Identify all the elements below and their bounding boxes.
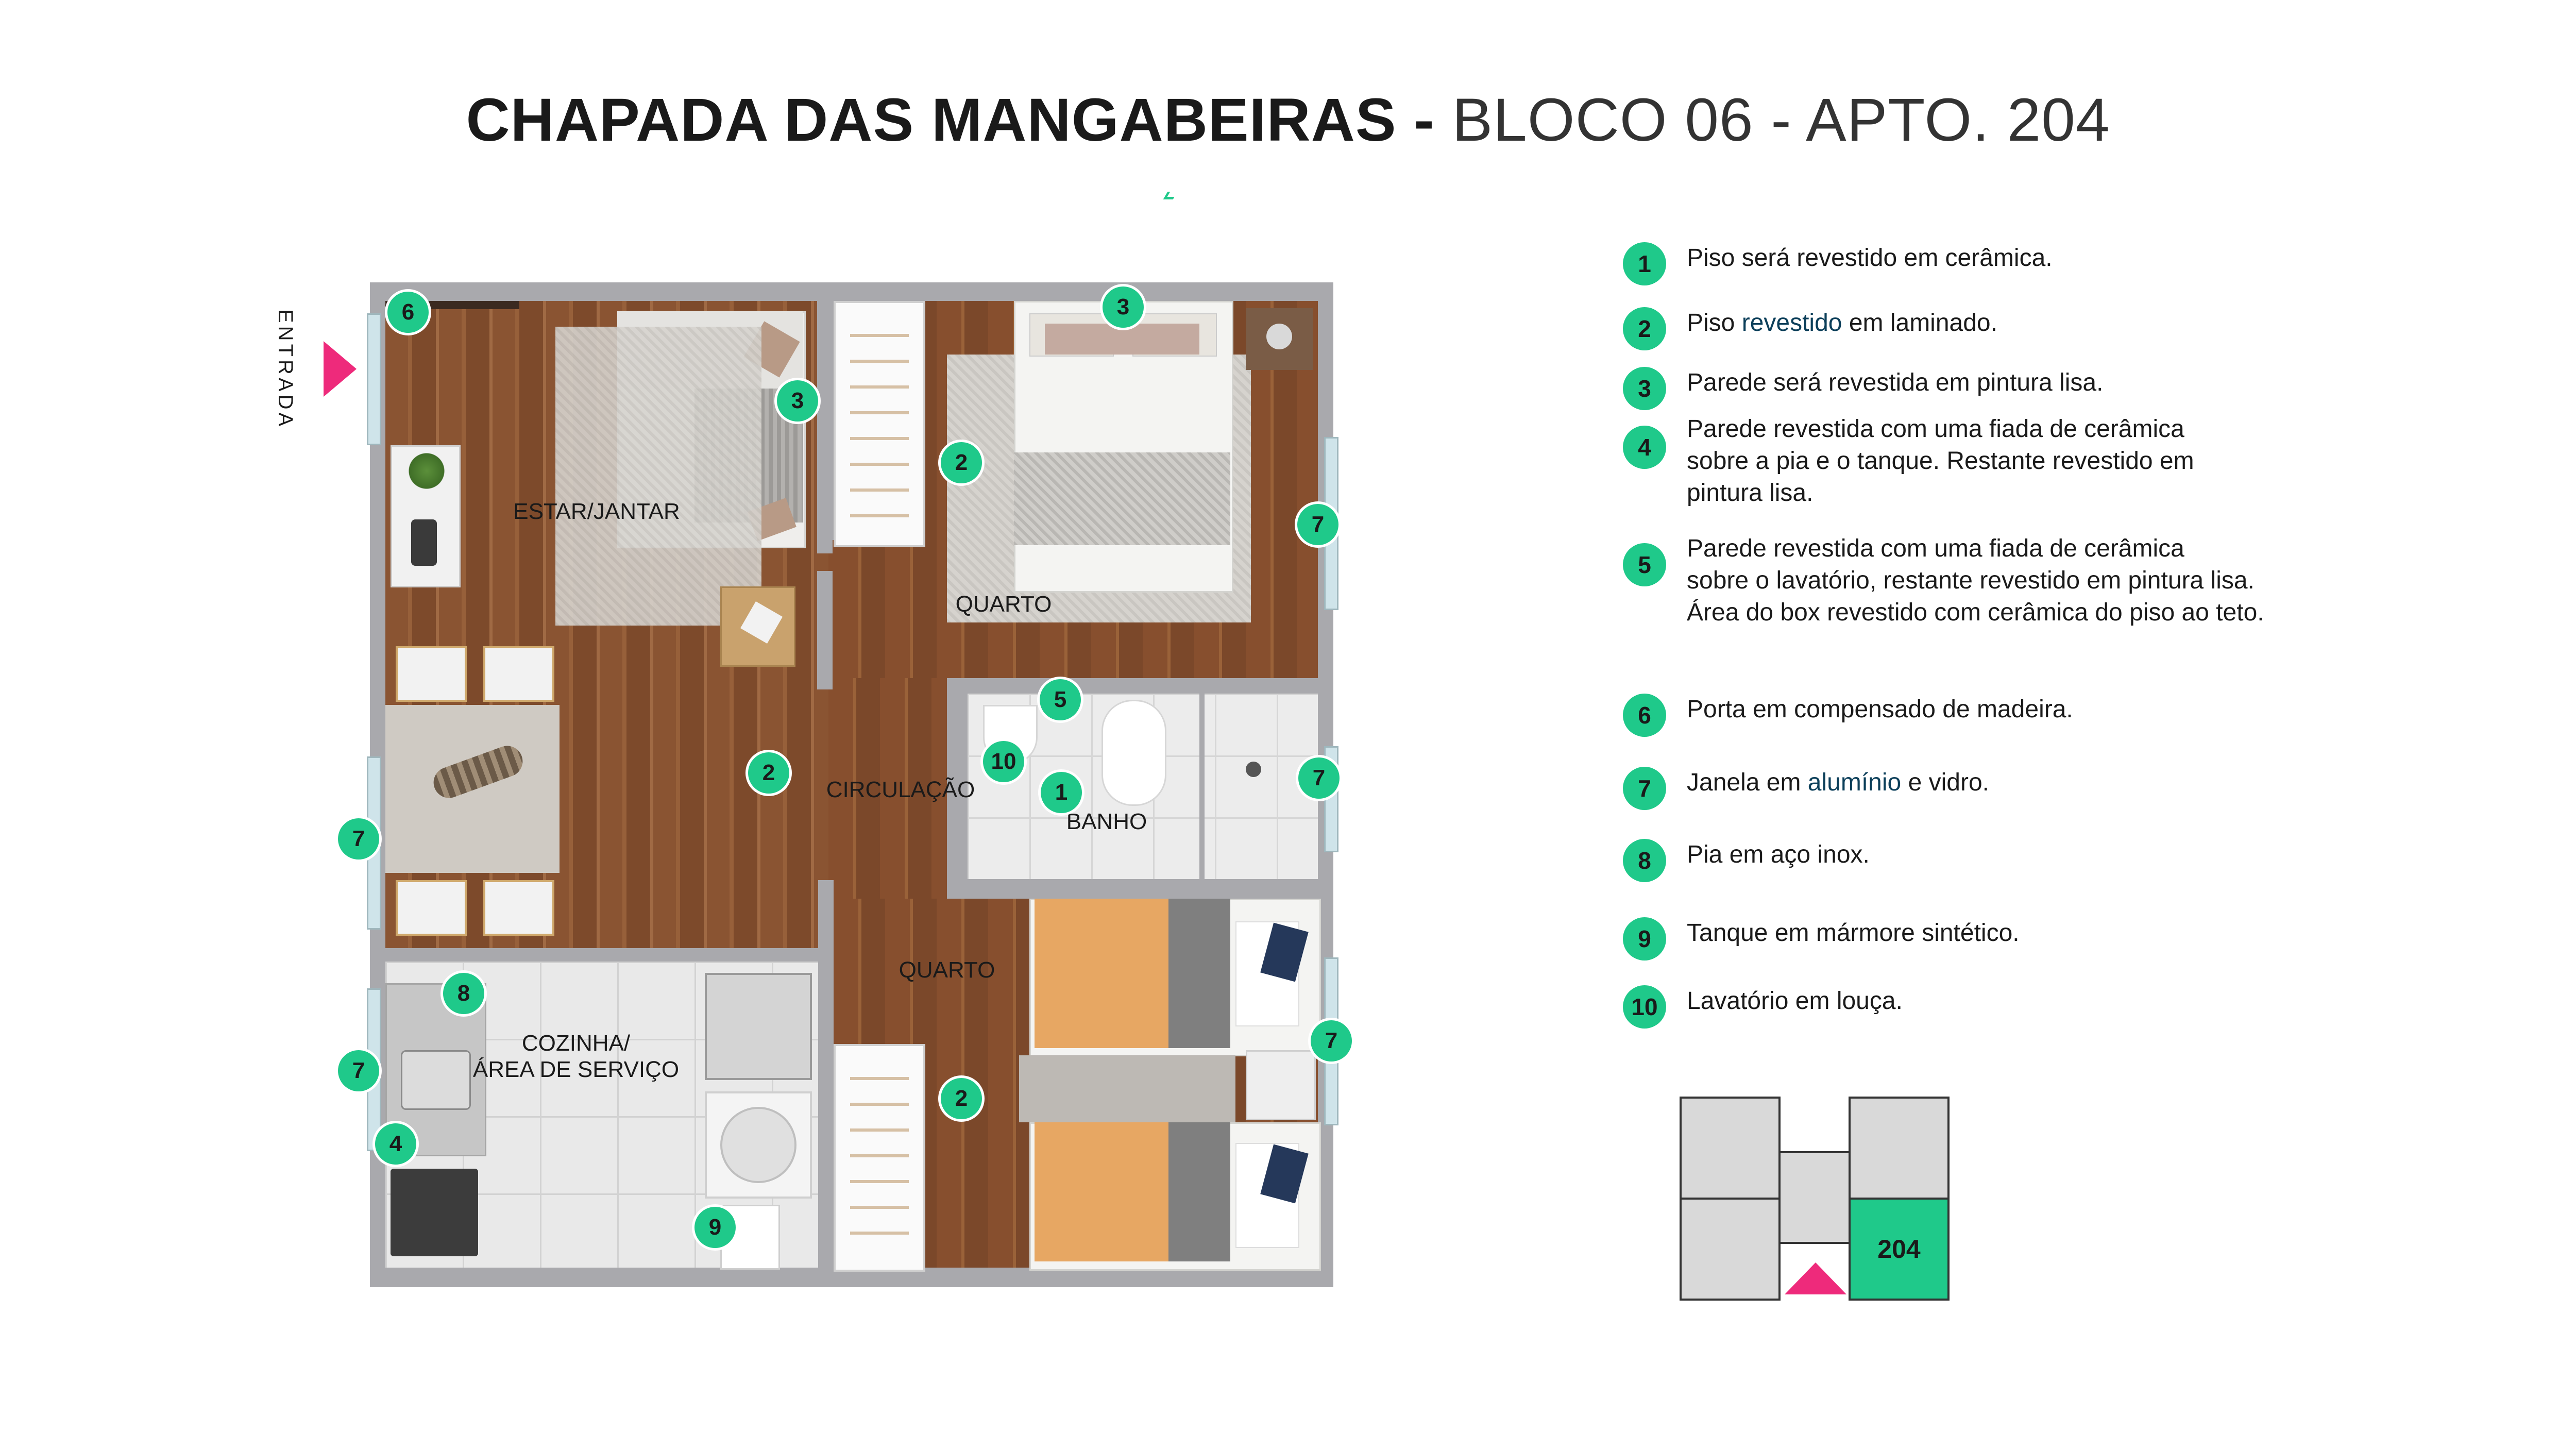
legend-number: 2: [1623, 307, 1666, 350]
plant-icon: [406, 450, 447, 492]
key-plan-unit-selected: 204: [1849, 1198, 1950, 1301]
marker-2: 2: [941, 1078, 982, 1119]
pillow: [1045, 324, 1199, 355]
marker-1: 1: [1041, 772, 1082, 813]
window-entrada: [367, 313, 381, 445]
marker-7: 7: [1298, 757, 1340, 799]
wall-banho-quarto2: [952, 879, 1318, 899]
bed-cover: [1035, 1122, 1168, 1261]
legend-number: 10: [1623, 985, 1666, 1029]
stove: [391, 1169, 478, 1256]
wall-cozinha-circ: [818, 880, 834, 1268]
marker-5: 5: [1040, 679, 1081, 720]
speaker-icon: [411, 519, 437, 566]
marker-7: 7: [1311, 1020, 1352, 1062]
chair: [396, 646, 467, 702]
legend-number: 7: [1623, 767, 1666, 810]
room-label-quarto2: QUARTO: [899, 957, 995, 983]
wall-banho-left: [952, 678, 968, 745]
wall-circ-quarto1: [817, 571, 833, 689]
legend-item-8: 8 Pia em aço inox.: [1623, 839, 1870, 882]
marker-3: 3: [1103, 287, 1144, 328]
key-plan-unit: [1849, 1097, 1950, 1200]
legend-item-10: 10 Lavatório em louça.: [1623, 985, 1903, 1029]
marker-3: 3: [777, 380, 818, 422]
marker-2: 2: [941, 442, 982, 483]
marker-7: 7: [338, 818, 379, 860]
floor-plan: [352, 282, 1338, 1287]
living-rug: [555, 327, 761, 626]
legend-number: 3: [1623, 367, 1666, 410]
bed-blanket: [1014, 452, 1230, 545]
decorative-tick: [1163, 192, 1178, 199]
nightstand: [1246, 1050, 1316, 1120]
key-plan-unit: [1680, 1097, 1781, 1200]
legend-number: 1: [1623, 242, 1666, 285]
legend-item-1: 1 Piso será revestido em cerâmica.: [1623, 242, 2053, 285]
toilet: [1101, 700, 1166, 806]
legend-number: 9: [1623, 917, 1666, 961]
legend-item-4: 4 Parede revestida com uma fiada de cerâmica sobre a pia e o tanque. Restante revestido em pintura lisa.: [1623, 426, 2194, 509]
room-label-cozinha: COZINHA/ ÁREA DE SERVIÇO: [472, 1031, 680, 1082]
title-unit: BLOCO 06 - APTO. 204: [1452, 86, 2110, 154]
legend-number: 4: [1623, 426, 1666, 469]
room-label-circulacao: CIRCULAÇÃO: [826, 777, 975, 802]
wall-box: [1199, 694, 1205, 879]
key-plan-unit: [1680, 1198, 1781, 1301]
lamp-icon: [1266, 324, 1292, 349]
bed-cover: [1035, 899, 1168, 1048]
wardrobe-quarto1: [834, 301, 925, 547]
entrance-arrow-icon: [324, 341, 357, 397]
legend-item-2: 2 Piso revestido em laminado.: [1623, 307, 1997, 350]
marker-7: 7: [1297, 504, 1338, 545]
bed-cover: [1168, 1122, 1230, 1261]
legend-number: 8: [1623, 839, 1666, 882]
marker-2: 2: [748, 752, 789, 794]
wardrobe-quarto2: [834, 1044, 925, 1272]
bedroom2-rug: [1019, 1055, 1235, 1122]
marker-6: 6: [387, 292, 429, 333]
room-label-quarto1: QUARTO: [955, 592, 1052, 617]
marker-9: 9: [694, 1207, 736, 1248]
legend-item-3: 3 Parede será revestida em pintura lisa.: [1623, 367, 2103, 410]
page-title: [0, 85, 2576, 155]
key-plan-circulation: [1778, 1151, 1851, 1244]
marker-4: 4: [375, 1123, 416, 1165]
marker-10: 10: [983, 741, 1024, 782]
legend-number: 5: [1623, 543, 1666, 586]
fridge: [705, 973, 812, 1080]
key-plan-entrance-arrow-icon: [1785, 1262, 1846, 1294]
bed-cover: [1168, 899, 1230, 1048]
shower-drain-icon: [1246, 762, 1261, 777]
legend-item-9: 9 Tanque em mármore sintético.: [1623, 917, 2020, 961]
legend-item-6: 6 Porta em compensado de madeira.: [1623, 694, 2073, 737]
wall-quarto1-banho: [957, 678, 1318, 694]
title-project: CHAPADA DAS MANGABEIRAS -: [466, 86, 1435, 154]
legend-number: 6: [1623, 694, 1666, 737]
wall-estar-quarto1: [817, 301, 833, 553]
chair: [483, 880, 554, 936]
wall-estar-cozinha: [385, 948, 818, 962]
marker-7: 7: [338, 1050, 379, 1091]
chair: [483, 646, 554, 702]
chair: [396, 880, 467, 936]
room-label-estar: ESTAR/JANTAR: [513, 499, 680, 524]
washer-drum-icon: [720, 1107, 796, 1183]
marker-8: 8: [443, 973, 484, 1014]
legend-item-5: 5 Parede revestida com uma fiada de cerâmica sobre o lavatório, restante revestido em pintura lisa. Área do box revestido com cerâmica do piso ao teto.: [1623, 543, 2264, 629]
key-plan: [1680, 1097, 1947, 1303]
legend-item-7: 7 Janela em alumínio e vidro.: [1623, 767, 1989, 810]
room-label-banho: BANHO: [1066, 809, 1147, 834]
